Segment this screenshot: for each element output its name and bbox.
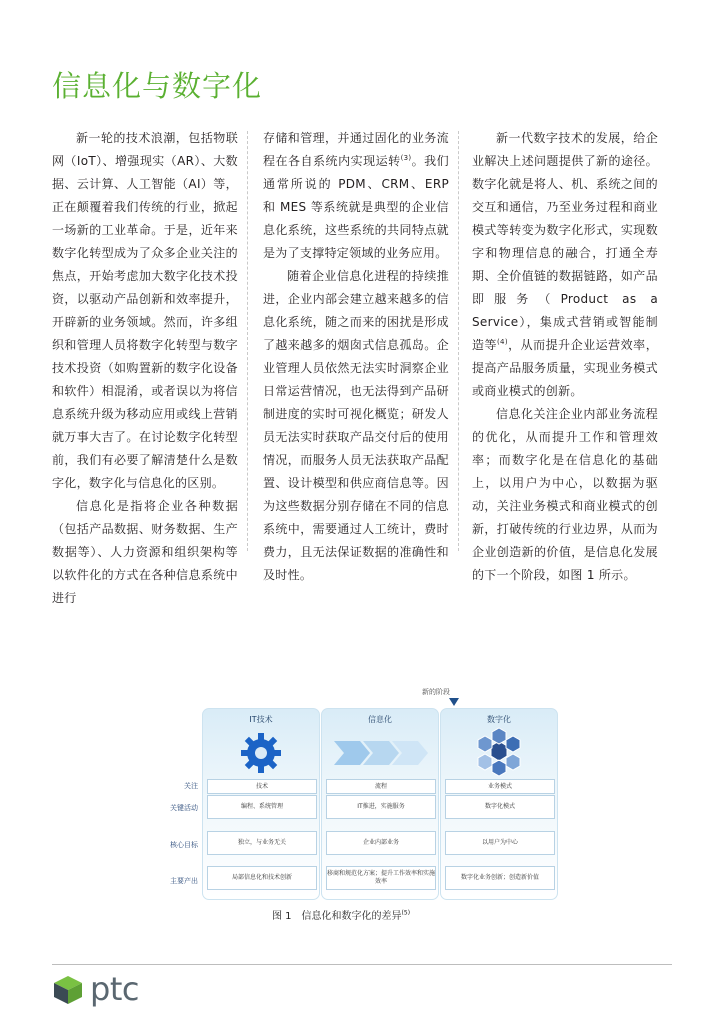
down-arrow-icon	[448, 697, 460, 707]
citation: (4)	[497, 338, 508, 346]
paragraph: 信息化关注企业内部业务流程的优化，从而提升工作和管理效率；而数字化是在信息化的基础上，以用户为中心，以数据为驱动，关注业务模式和商业模式的创新，打破传统的行业边界，从而为企业创造新的价值，是信息化发展的下一个阶段，如图 1 所示。	[472, 407, 658, 582]
cell-output: 局部信息化和技术创新	[207, 866, 317, 890]
stage-informatization	[321, 708, 439, 900]
paragraph: 随着企业信息化进程的持续推进，企业内部会建立越来越多的信息化系统，随之而来的困扰是形成了越来越多的烟囱式信息孤岛。企业管理人员依然无法实时洞察企业日常运营情况，也无法得到产品研制进度的实时可视化概览；研发人员无法实时获取产品交付后的使用情况，而服务人员无法获取产品配置、设计模型和供应商信息等。因为这些数据分别存储在不同的信息系统中，需要通过人工统计，费时费力，且无法保证数据的准确性和及时性。	[263, 269, 449, 582]
ptc-brand-text: ptc	[90, 970, 139, 1008]
stage-digitalization	[440, 708, 558, 900]
text-column-2	[263, 127, 449, 587]
cell-focus: 技术	[207, 779, 317, 794]
paragraph: 新一轮的技术浪潮，包括物联网（IoT）、增强现实（AR）、大数据、云计算、人工智能（AI）等，正在颠覆着我们传统的行业，掀起一场新的工业革命。于是，近年来数字化转型成为了众多企业关注的焦点，开始考虑加大数字化技术投资，以驱动产品创新和效率提升，开辟新的业务领域。然而，许多组织和管理人员将数字化转型与数字技术投资（如购置新的数字化设备和软件）相混淆，或者误以为将信息系统升级为移动应用或线上营销就万事大吉了。在讨论数字化转型前，我们有必要了解清楚什么是数字化，数字化与信息化的区别。	[52, 131, 238, 490]
stage-title: 数字化	[487, 715, 511, 724]
cell-goal: 以用户为中心	[445, 831, 555, 855]
chevron-arrows-icon	[334, 739, 428, 767]
row-label: 核心目标	[170, 841, 198, 849]
paragraph: 存储和管理，并通过固化的业务流程在各自系统内实现运转$^{(3)}$。我们通常所说的 PDM、CRM、ERP 和 MES 等系统就是典型的企业信息化系统，这些系统的共同特点就是为了支撑特定领域的业务应用。	[263, 131, 449, 260]
row-label: 关注	[184, 782, 198, 790]
column-divider	[458, 131, 459, 551]
hexagon-cluster-icon	[469, 727, 529, 777]
citation: (5)	[401, 909, 411, 917]
cell-activity: 数字化模式	[445, 795, 555, 819]
cell-activity: 编程、系统管理	[207, 795, 317, 819]
paragraph: 新一代数字技术的发展，给企业解决上述问题提供了新的途径。数字化就是将人、机、系统之间的交互和通信，乃至业务过程和商业模式等转变为数字化形式，实现数字和物理信息的融合，打通全寿期、全价值链的数据链路，如产品即服务（Product as a Service），集成式营销或智能制造等$^{(4)}$，从而提升企业运营效率，提高产品服务质量，实现业务模式或商业模式的创新。	[472, 131, 658, 398]
cell-output: 移商和规范化方案；提升工作效率和实施效率	[326, 866, 436, 890]
cell-output: 数字化业务创新；创造新价值	[445, 866, 555, 890]
text-column-1	[52, 127, 238, 610]
gear-icon	[239, 731, 283, 775]
footer-divider	[52, 964, 672, 965]
stage-it	[202, 708, 320, 900]
figure-it-vs-digitalization	[150, 683, 560, 899]
cell-focus: 流程	[326, 779, 436, 794]
figure-caption: 图 1 信息化和数字化的差异$^{(5)}$	[272, 909, 411, 922]
page-title: 信息化与数字化	[52, 69, 263, 103]
cell-activity: IT推进，实施服务	[326, 795, 436, 819]
column-divider	[247, 131, 248, 551]
cell-focus: 业务模式	[445, 779, 555, 794]
ptc-logo-icon	[52, 976, 84, 1004]
paragraph: 信息化是指将企业各种数据（包括产品数据、财务数据、生产数据等）、人力资源和组织架构等以软件化的方式在各种信息系统中进行	[52, 499, 238, 605]
row-label: 主要产出	[170, 877, 198, 885]
new-stage-label: 新的阶段	[422, 688, 450, 696]
cell-goal: 独立，与业务无关	[207, 831, 317, 855]
cell-goal: 企业内部业务	[326, 831, 436, 855]
stage-title: 信息化	[368, 715, 392, 724]
text-column-3	[472, 127, 658, 587]
row-label: 关键活动	[170, 804, 198, 812]
stage-title: IT技术	[249, 715, 273, 724]
citation: (3)	[400, 154, 412, 162]
